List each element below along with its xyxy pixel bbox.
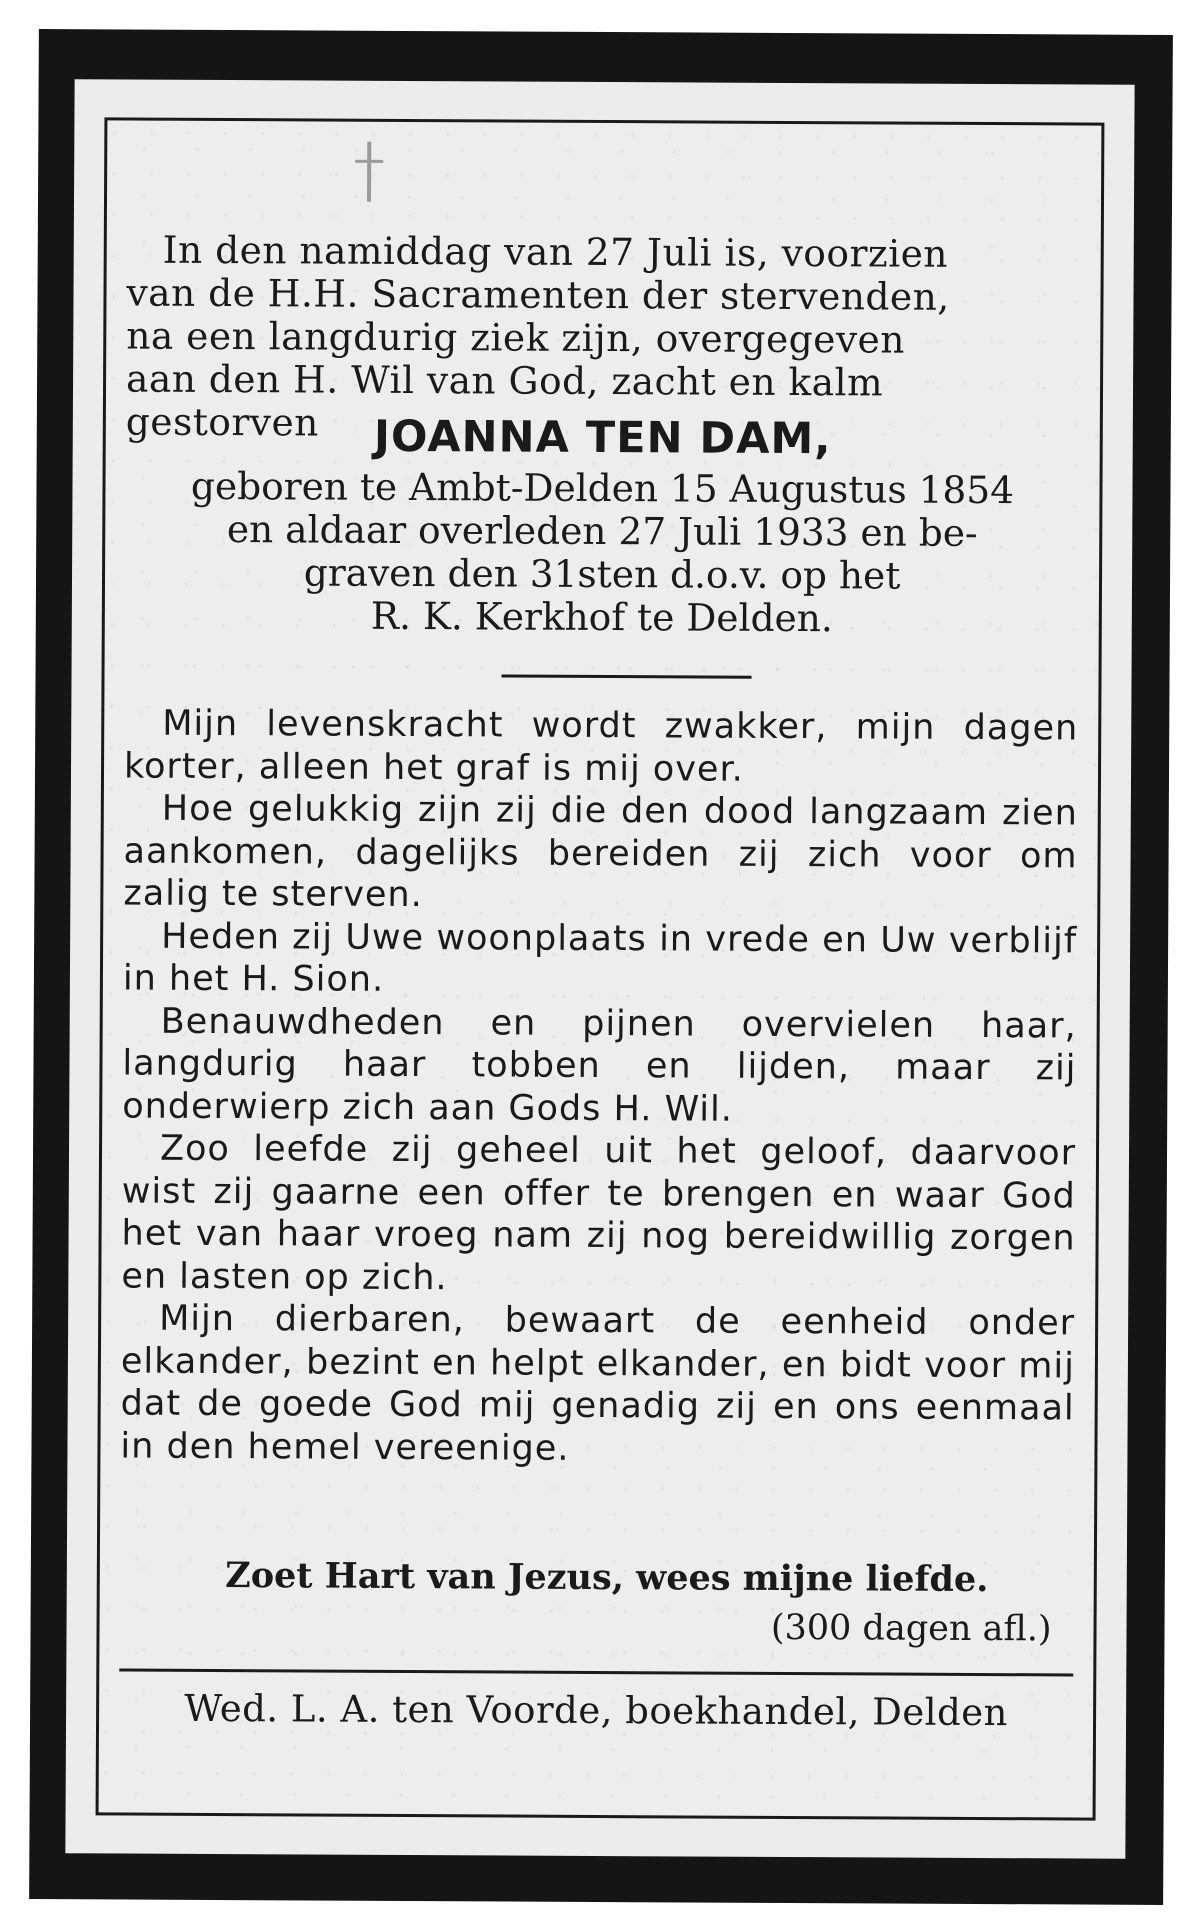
motto: Zoet Hart van Jezus, wees mijne liefde.	[225, 1555, 989, 1601]
birth-death-text	[125, 465, 1080, 642]
deceased-name: JOANNA TEN DAM,	[373, 411, 832, 465]
prayer-paragraph: Benauwdheden en pijnen overvielen haar, langdurig haar tobben en lijden, maar zij onderwierp zich aan Gods H. Wil.	[122, 1001, 1077, 1130]
intro-line: van de H.H. Sacramenten der stervenden,	[126, 270, 950, 319]
prayer-paragraph: Heden zij Uwe woonplaats in vrede en Uw verblijf in het H. Sion.	[122, 916, 1078, 1000]
memorial-card	[29, 29, 1173, 1905]
birth-death-line: graven den 31sten d.o.v. op het	[303, 550, 901, 598]
birth-death-line: geboren te Ambt-Delden 15 Augustus 1854	[190, 463, 1015, 513]
prayer-text	[120, 703, 1078, 1473]
indulgence-note: (300 dagen afl.)	[770, 1607, 1052, 1650]
birth-death-line: en aldaar overleden 27 Juli 1933 en be-	[226, 507, 978, 555]
divider-short	[502, 674, 752, 678]
divider-bottom	[119, 1668, 1073, 1676]
intro-line: In den namiddag van 27 Juli is, voorzien	[162, 227, 949, 276]
prayer-paragraph: Hoe gelukkig zijn zij die den dood langzaam zien aankomen, dagelijks bereiden zij zich voor om zalig te sterven.	[123, 788, 1078, 916]
prayer-paragraph: Mijn dierbaren, bewaart de eenheid onder elkander, bezint en helpt elkander, en bidt voor mij dat de goede God mij genadig zij en ons eenmaal in den hemel vereenige.	[120, 1298, 1076, 1469]
intro-line: aan den H. Wil van God, zacht en kalm	[125, 356, 884, 405]
cross-icon	[355, 142, 385, 202]
prayer-paragraph: Zoo leefde zij geheel uit het geloof, daarvoor wist zij gaarne een offer te brengen en waar God het van haar vroeg nam zij nog bereidwillig zorgen en lasten op zich.	[121, 1128, 1077, 1298]
birth-death-line: R. K. Kerkhof te Delden.	[370, 593, 833, 641]
printer-imprint: Wed. L. A. ten Voorde, boekhandel, Delden	[184, 1686, 1009, 1735]
intro-line: na een langdurig ziek zijn, overgegeven	[126, 313, 906, 362]
prayer-paragraph: Mijn levenskracht wordt zwakker, mijn dagen korter, alleen het graf is mij over.	[123, 703, 1079, 790]
inner-frame	[96, 117, 1105, 1820]
card-paper	[65, 79, 1134, 1859]
intro-line: gestorven	[125, 399, 320, 445]
